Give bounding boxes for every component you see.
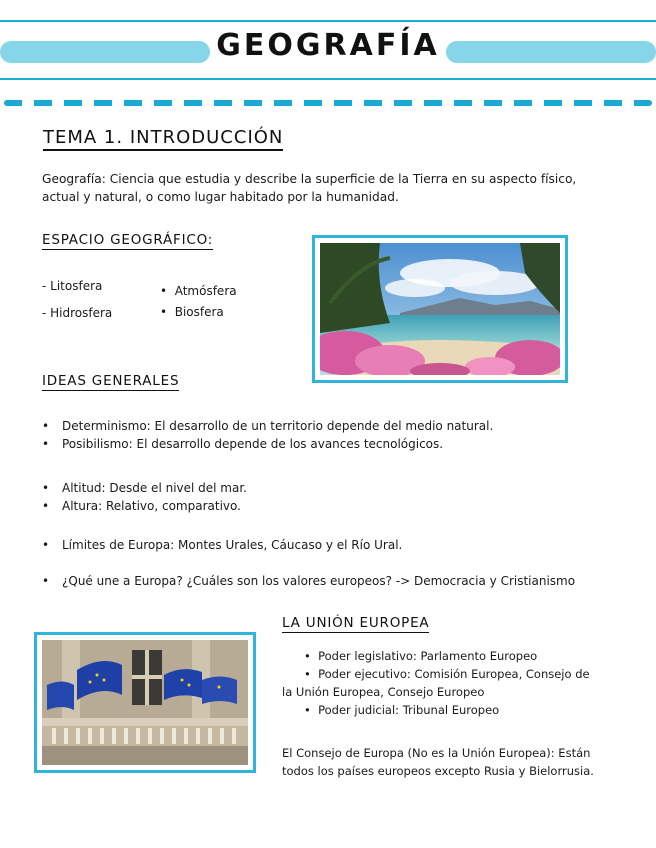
ideas-list-2	[42, 479, 622, 515]
list-item: • Poder ejecutivo: Comisión Europea, Consejo de la Unión Europea, Consejo Europeo	[282, 667, 590, 699]
list-item: • ¿Qué une a Europa? ¿Cuáles son los valores europeos? -> Democracia y Cristianismo	[42, 572, 642, 590]
eu-photo	[42, 640, 248, 765]
list-item: - Hidrosfera	[42, 306, 113, 320]
ideas-list-4	[42, 572, 642, 590]
ue-heading: LA UNIÓN EUROPEA	[282, 615, 430, 631]
espacio-list-left	[42, 277, 112, 322]
ideas-list-3	[42, 536, 622, 554]
list-item: • Biosfera	[160, 305, 224, 319]
list-item: • Posibilismo: El desarrollo depende de los avances tecnológicos.	[42, 435, 622, 453]
list-item: • Determinismo: El desarrollo de un territorio depende del medio natural.	[42, 417, 622, 435]
dashed-divider	[4, 100, 652, 106]
bottom-rule	[0, 78, 656, 80]
espacio-heading: ESPACIO GEOGRÁFICO:	[42, 232, 214, 248]
beach-photo-frame	[312, 235, 568, 383]
page-title: GEOGRAFÍA	[216, 28, 440, 63]
eu-flags-image	[42, 640, 248, 765]
espacio-list-right	[160, 282, 237, 321]
definition-text: Geografía: Ciencia que estudia y describe la superficie de la Tierra en su aspecto físico, actual y natural, o como lugar habitado por la humanidad.	[42, 172, 577, 204]
beach-image	[320, 243, 560, 375]
eu-photo-frame	[34, 632, 256, 773]
list-item: • Altitud: Desde el nivel del mar.	[42, 479, 622, 497]
list-item: - Litosfera	[42, 279, 103, 293]
list-item: • Altura: Relativo, comparativo.	[42, 497, 622, 515]
ideas-list-1	[42, 417, 622, 453]
list-item: • Límites de Europa: Montes Urales, Cáucaso y el Río Ural.	[42, 536, 622, 554]
list-item: • Poder legislativo: Parlamento Europeo	[304, 649, 538, 663]
list-item: • Atmósfera	[160, 284, 237, 298]
ideas-heading: IDEAS GENERALES	[42, 373, 180, 389]
ue-powers	[282, 647, 602, 719]
list-item: • Poder judicial: Tribunal Europeo	[304, 703, 500, 717]
ue-note: El Consejo de Europa (No es la Unión Europea): Están todos los países europeos excepto Rusia y Bielorrusia.	[282, 746, 594, 778]
section-heading-tema: TEMA 1. INTRODUCCIÓN	[43, 127, 283, 151]
beach-photo	[320, 243, 560, 375]
top-rule	[0, 20, 656, 22]
